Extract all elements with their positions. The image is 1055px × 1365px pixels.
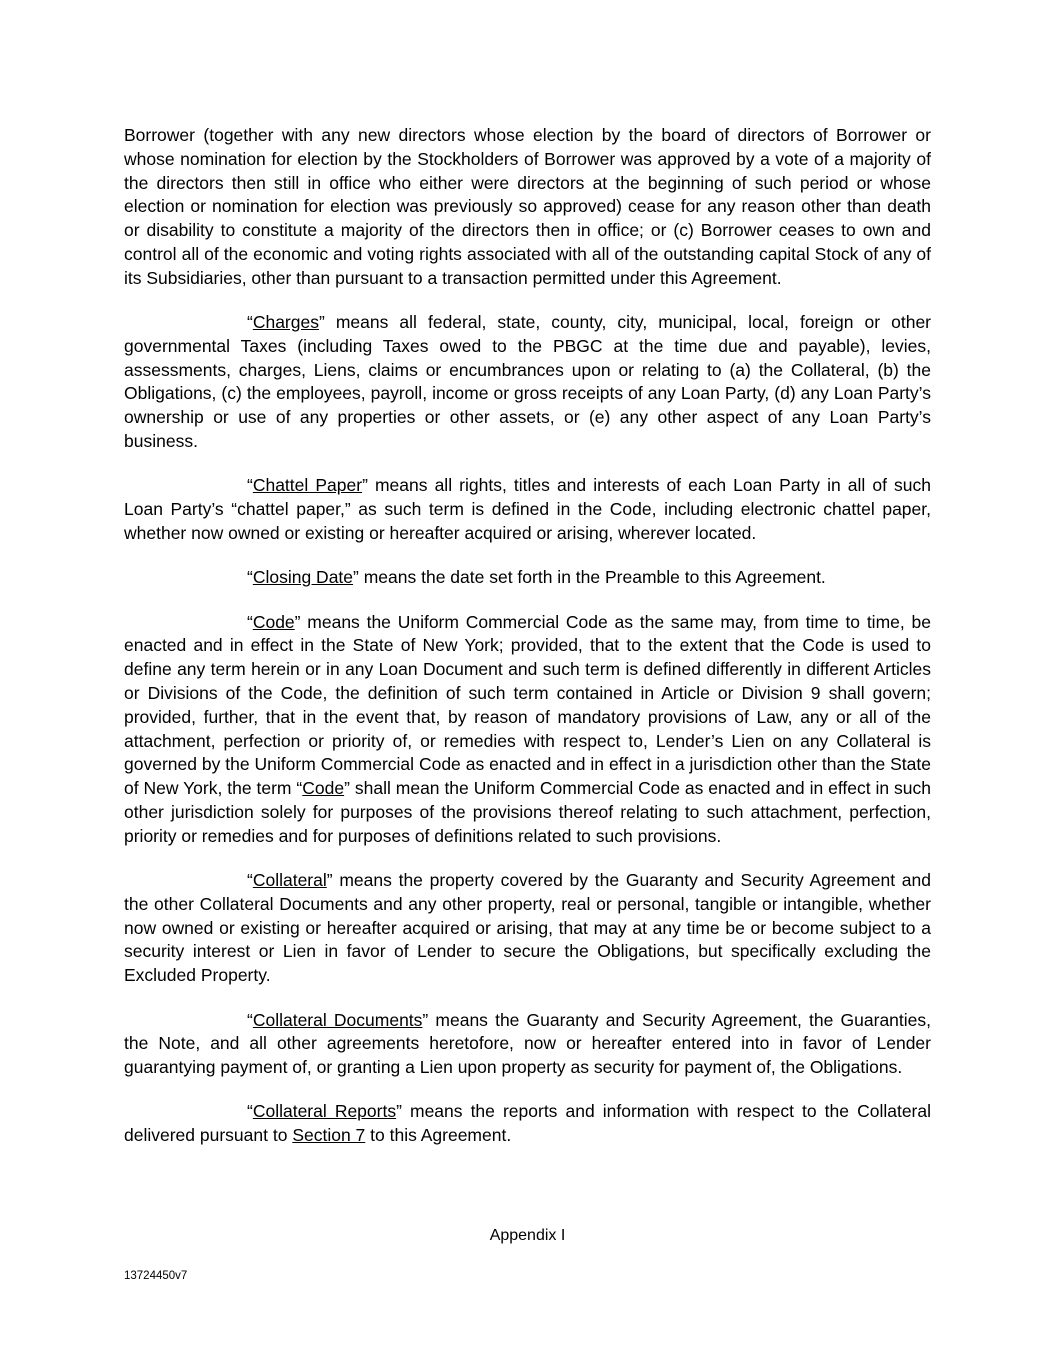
page-footer-label: Appendix I [489,1227,566,1244]
definition-text: “ [247,312,253,333]
document-id: 13724450v7 [124,1270,188,1282]
defined-term: Collateral [252,870,327,891]
definition-text: “ [247,1101,253,1122]
defined-term: Code [302,778,345,799]
defined-term: Code [252,611,295,632]
section-reference-link[interactable]: Section 7 [292,1125,366,1146]
definition-text: ” means the reports and information with respect to the Collateral delivered pursuant to [124,1101,931,1146]
definition-text: “ [247,611,253,632]
definition-text: ” means all rights, titles and interests of each Loan Party in all of such Loan Party’s “chattel paper,” as such term is defined in the Code, including electronic chattel paper, whether now owned or existing or hereafter acquired or arising, wherever located. [124,475,931,543]
defined-term: Collateral Reports [252,1101,397,1122]
definition-chattel-paper [124,474,931,545]
defined-term: Collateral Documents [252,1009,423,1030]
defined-term: Charges [252,312,319,333]
definition-collateral-documents [124,1009,931,1080]
definition-text: Borrower (together with any new directors whose election by the board of directors of Borrower or whose nomination for election by the Stockholders of Borrower was approved by a vote of a majority of the directors then still in office who either were directors at the beginning of such period or whose election or nomination for election was previously so approved) cease for any reason other than death or disability to constitute a majority of the directors then in office; or (c) Borrower ceases to own and control all of the economic and voting rights associated with all of the outstanding capital Stock of any of its Subsidiaries, other than pursuant to a transaction permitted under this Agreement. [124,125,931,288]
definition-collateral [124,869,931,988]
definition-collateral-reports [124,1100,931,1148]
defined-term: Chattel Paper [252,475,363,496]
defined-term: Closing Date [252,567,354,588]
definition-text: ” shall mean the Uniform Commercial Code as enacted and in effect in such other jurisdiction solely for purposes of the provisions thereof relating to such attachment, perfection, priority or remedies and for purposes of definitions related to such provisions. [124,778,932,846]
definition-text: ” means all federal, state, county, city, municipal, local, foreign or other governmental Taxes (including Taxes owed to the PBGC at the time due and payable), levies, assessments, charges, Liens, claims or encumbrances upon or relating to (a) the Collateral, (b) the Obligations, (c) the employees, payroll, income or gross receipts of any Loan Party, (d) any Loan Party’s ownership or use of any properties or other assets, or (e) any other aspect of any Loan Party’s business. [124,312,931,452]
definition-text: “ [247,567,253,588]
definitions-body [124,124,931,1168]
definition-text: ” means the date set forth in the Preamble to this Agreement. [353,567,826,588]
definition-text: ” means the property covered by the Guaranty and Security Agreement and the other Collateral Documents and any other property, real or personal, tangible or intangible, whether now owned or existing or hereafter acquired or arising, that may at any time be or become subject to a security interest or Lien in favor of Lender to secure the Obligations, but specifically excluding the Excluded Property. [124,870,931,986]
definition-charges [124,311,931,454]
definition-text: to this Agreement. [365,1125,512,1146]
definition-closing-date [124,566,931,590]
definition-text: “ [247,870,253,891]
definition-change-of-control-cont [124,124,931,291]
definition-text: “ [247,475,253,496]
definition-text: ” means the Guaranty and Security Agreement, the Guaranties, the Note, and all other agreements heretofore, now or hereafter entered into in favor of Lender guarantying payment of, or granting a Lien upon property as security for payment of, the Obligations. [124,1009,932,1078]
definition-text: “ [247,1009,253,1030]
definition-text: ” means the Uniform Commercial Code as the same may, from time to time, be enacted and in effect in the State of New York; provided, that to the extent that the Code is used to define any term herein or in any Loan Document and such term is defined differently in different Articles or Divisions of the Code, the definition of such term contained in Article or Division 9 shall govern; provided, further, that in the event that, by reason of mandatory provisions of Law, any or all of the attachment, perfection or priority of, or remedies with respect to, Lender’s Lien on any Collateral is governed by the Uniform Commercial Code as enacted and in effect in a jurisdiction other than the State of New York, the term “ [124,611,931,799]
definition-code [124,611,931,849]
